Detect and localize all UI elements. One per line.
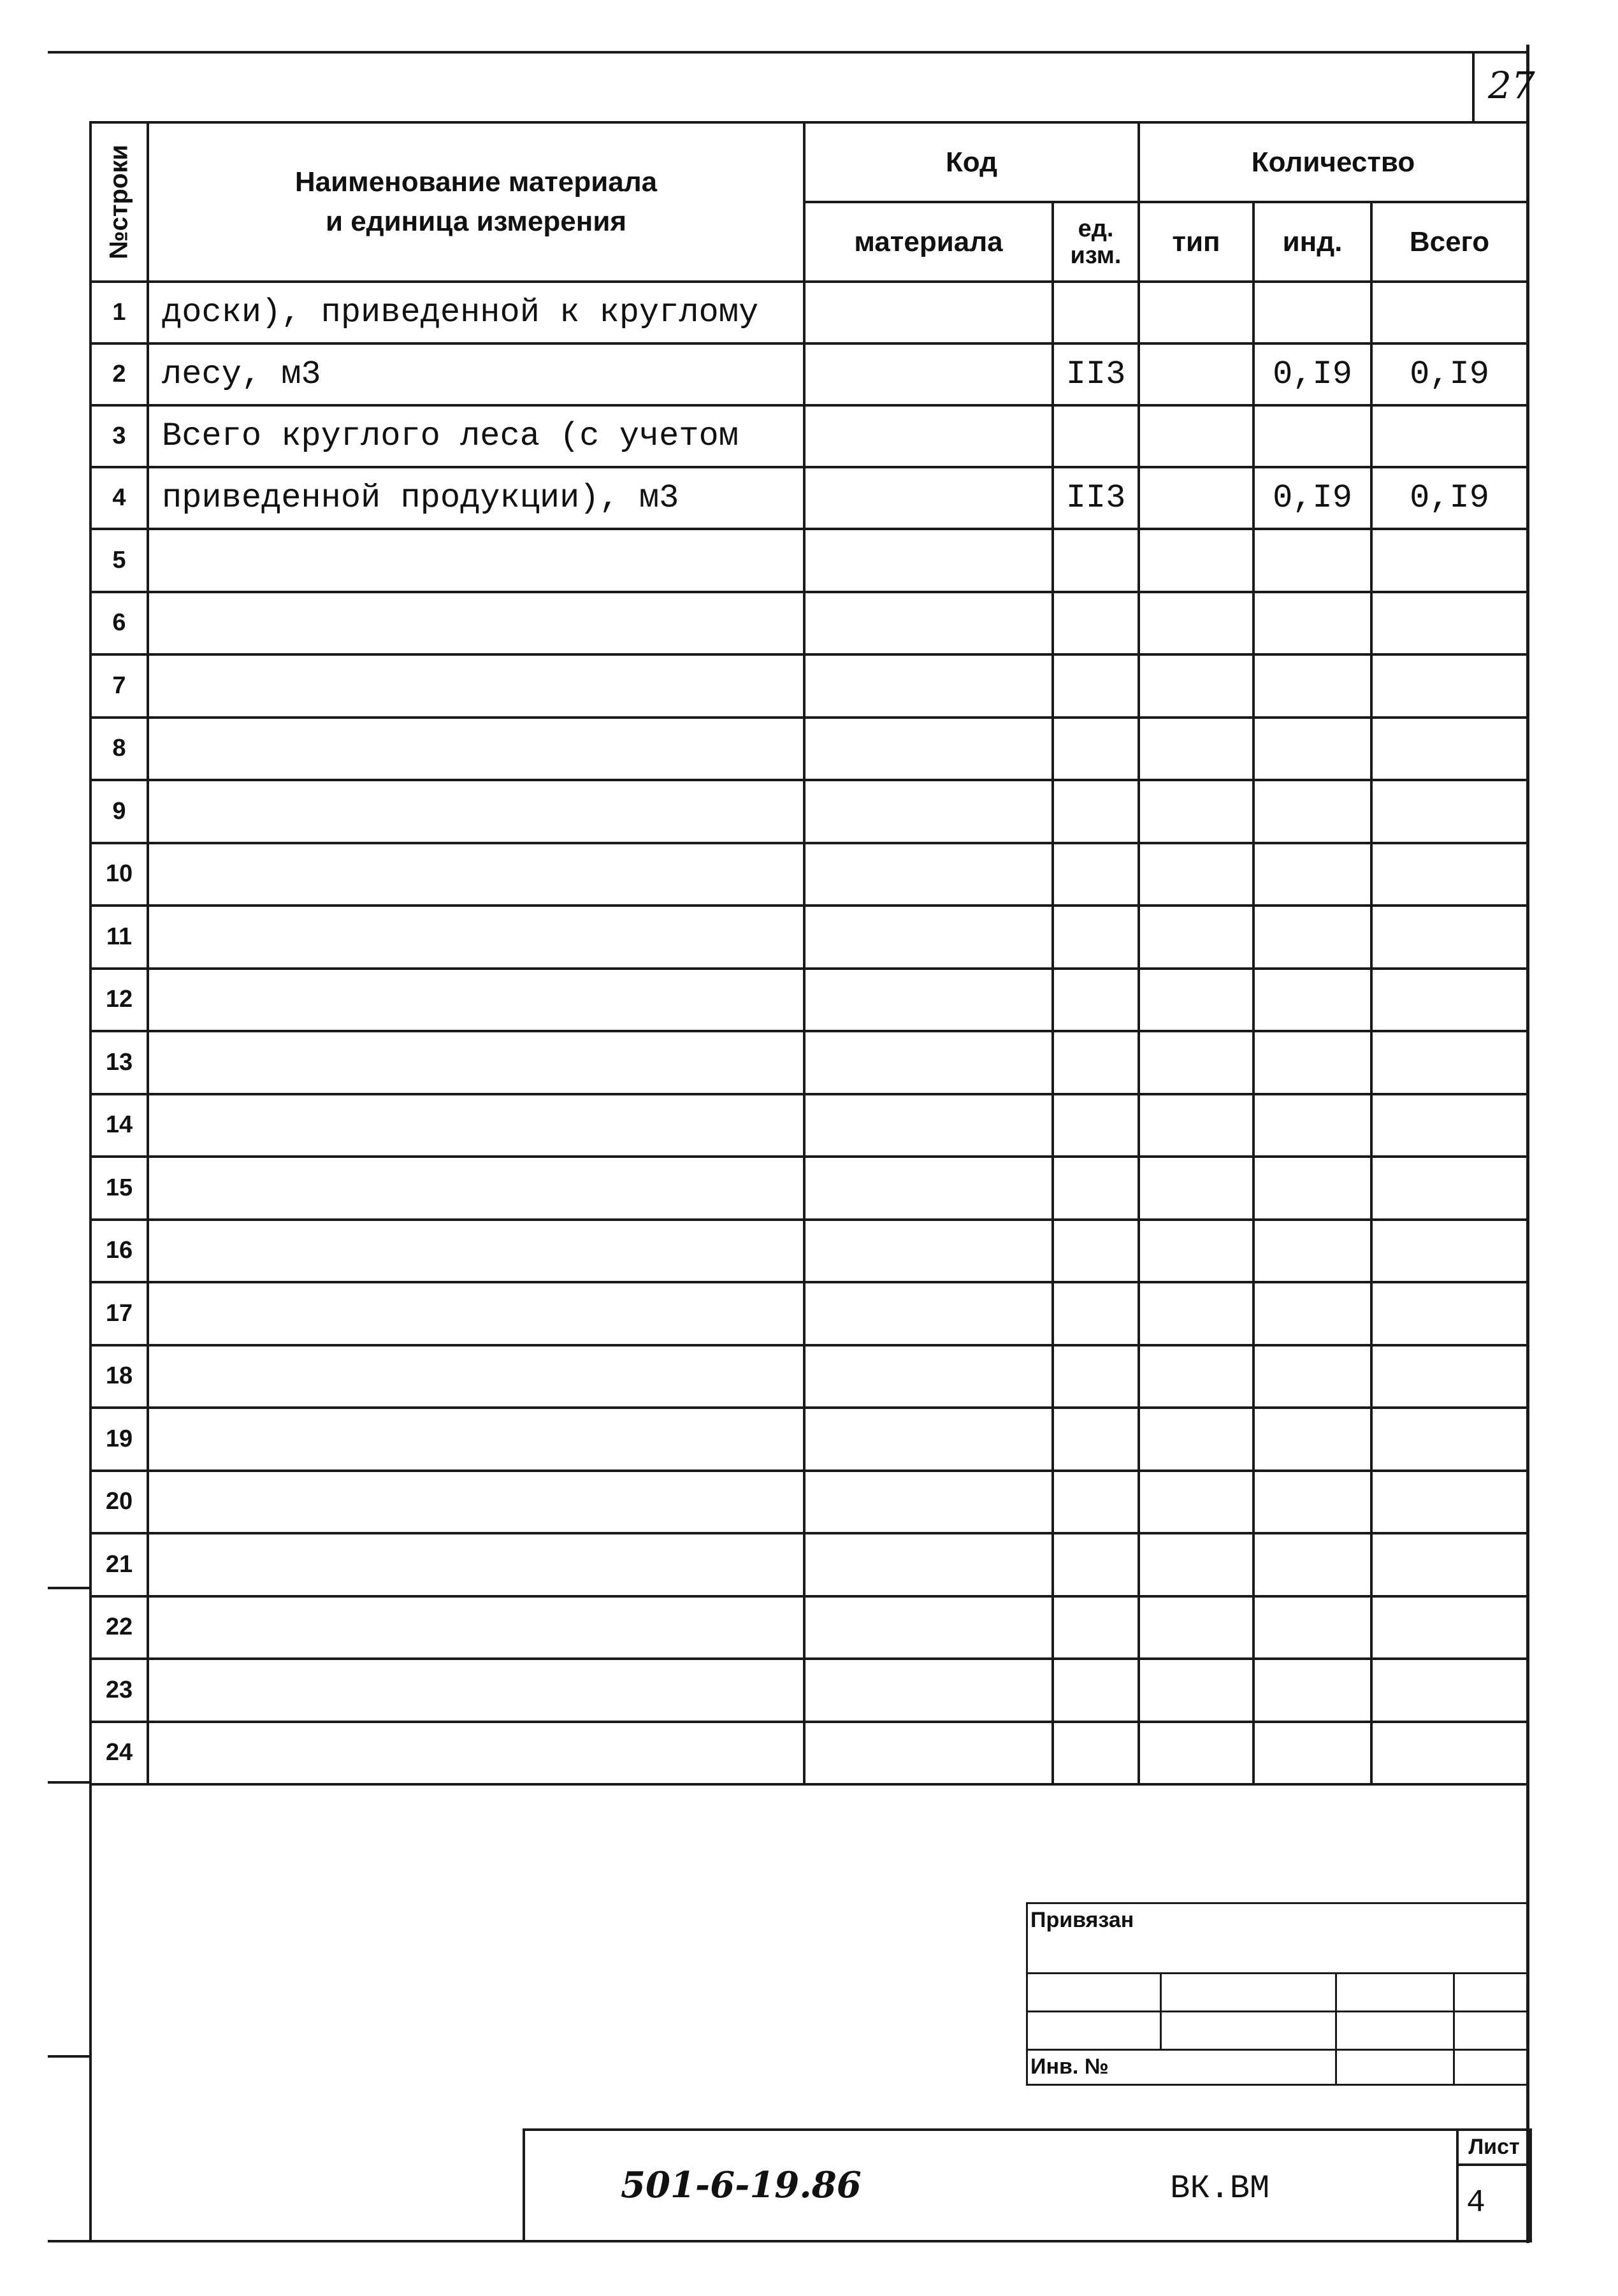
table-row bbox=[90, 405, 1528, 467]
qty-type-cell bbox=[1139, 1282, 1253, 1345]
row-number-cell: 22 bbox=[90, 1596, 148, 1659]
qty-type-cell bbox=[1139, 1471, 1253, 1534]
row-number-cell: 1 bbox=[90, 282, 148, 343]
row-number-cell: 6 bbox=[90, 592, 148, 655]
qty-ind-cell bbox=[1253, 780, 1371, 843]
material-code-cell bbox=[804, 969, 1053, 1032]
qty-ind-cell bbox=[1253, 654, 1371, 718]
unit-code-cell bbox=[1053, 1596, 1139, 1659]
qty-total-cell bbox=[1371, 592, 1528, 655]
qty-type-cell bbox=[1139, 1596, 1253, 1659]
unit-code-cell bbox=[1053, 969, 1139, 1032]
material-name-cell bbox=[148, 843, 804, 906]
row-number-cell: 13 bbox=[90, 1031, 148, 1094]
row-number-cell: 4 bbox=[90, 467, 148, 529]
qty-ind-cell bbox=[1253, 1533, 1371, 1596]
qty-ind-cell bbox=[1253, 969, 1371, 1032]
material-code-cell bbox=[804, 1220, 1053, 1283]
qty-type-cell bbox=[1139, 969, 1253, 1032]
row-number-cell: 18 bbox=[90, 1345, 148, 1408]
qty-total-cell bbox=[1371, 1157, 1528, 1220]
row-number-cell: 11 bbox=[90, 906, 148, 969]
table-row bbox=[90, 718, 1528, 781]
unit-code-cell bbox=[1053, 718, 1139, 781]
unit-code-cell bbox=[1053, 1220, 1139, 1283]
header-code-group: Код bbox=[804, 122, 1139, 202]
qty-ind-cell bbox=[1253, 1220, 1371, 1283]
materials-table bbox=[89, 121, 1529, 1786]
qty-ind-cell bbox=[1253, 282, 1371, 343]
material-code-cell bbox=[804, 405, 1053, 467]
qty-total-cell: 0,I9 bbox=[1371, 343, 1528, 405]
document-mark: ВК.ВМ bbox=[1170, 2169, 1270, 2207]
unit-code-cell: II3 bbox=[1053, 467, 1139, 529]
frame-top-line bbox=[48, 51, 1529, 54]
row-number-cell: 23 bbox=[90, 1659, 148, 1722]
material-name-cell bbox=[148, 529, 804, 592]
qty-total-cell bbox=[1371, 1094, 1528, 1157]
title-block bbox=[523, 2128, 1532, 2242]
qty-type-cell bbox=[1139, 405, 1253, 467]
table-row bbox=[90, 467, 1528, 529]
material-code-cell bbox=[804, 1533, 1053, 1596]
stamp-cell bbox=[1161, 1974, 1336, 2012]
material-name-cell bbox=[148, 969, 804, 1032]
stamp-cell bbox=[1336, 2012, 1454, 2050]
material-name-cell bbox=[148, 1220, 804, 1283]
qty-ind-cell bbox=[1253, 1596, 1371, 1659]
table-row bbox=[90, 654, 1528, 718]
qty-type-cell bbox=[1139, 592, 1253, 655]
header-qty-type: тип bbox=[1139, 202, 1253, 282]
table-row bbox=[90, 1157, 1528, 1220]
qty-total-cell bbox=[1371, 1031, 1528, 1094]
unit-code-cell bbox=[1053, 1157, 1139, 1220]
material-code-cell bbox=[804, 1282, 1053, 1345]
table-row bbox=[90, 1094, 1528, 1157]
qty-ind-cell bbox=[1253, 718, 1371, 781]
qty-total-cell bbox=[1371, 969, 1528, 1032]
inventory-number-label: Инв. № bbox=[1027, 2050, 1336, 2085]
qty-ind-cell bbox=[1253, 1471, 1371, 1534]
qty-type-cell bbox=[1139, 1533, 1253, 1596]
qty-total-cell bbox=[1371, 780, 1528, 843]
material-name-cell bbox=[148, 654, 804, 718]
unit-code-cell bbox=[1053, 1533, 1139, 1596]
row-number-cell: 9 bbox=[90, 780, 148, 843]
material-code-cell bbox=[804, 467, 1053, 529]
row-number-cell: 8 bbox=[90, 718, 148, 781]
qty-type-cell bbox=[1139, 529, 1253, 592]
stamp-cell bbox=[1027, 2012, 1161, 2050]
material-code-cell bbox=[804, 843, 1053, 906]
stamp-cell bbox=[1454, 1974, 1528, 2012]
material-name-cell bbox=[148, 1533, 804, 1596]
material-name-cell bbox=[148, 1722, 804, 1785]
table-row bbox=[90, 969, 1528, 1032]
qty-type-cell bbox=[1139, 654, 1253, 718]
table-row bbox=[90, 1659, 1528, 1722]
qty-type-cell bbox=[1139, 718, 1253, 781]
row-number-cell: 3 bbox=[90, 405, 148, 467]
table-row bbox=[90, 1282, 1528, 1345]
table-row bbox=[90, 1533, 1528, 1596]
material-code-cell bbox=[804, 592, 1053, 655]
header-row-number: №строки bbox=[90, 122, 148, 282]
qty-total-cell bbox=[1371, 1533, 1528, 1596]
qty-ind-cell bbox=[1253, 906, 1371, 969]
table-row bbox=[90, 1220, 1528, 1283]
margin-tick bbox=[48, 1587, 89, 1589]
sheet-number: 27 bbox=[1488, 64, 1535, 107]
document-code: 501-6-19.86 bbox=[621, 2163, 862, 2206]
qty-total-cell bbox=[1371, 1659, 1528, 1722]
qty-type-cell bbox=[1139, 780, 1253, 843]
unit-code-cell bbox=[1053, 1408, 1139, 1471]
qty-total-cell bbox=[1371, 843, 1528, 906]
qty-ind-cell: 0,I9 bbox=[1253, 467, 1371, 529]
row-number-cell: 12 bbox=[90, 969, 148, 1032]
qty-type-cell bbox=[1139, 1094, 1253, 1157]
qty-type-cell bbox=[1139, 1722, 1253, 1785]
material-code-cell bbox=[804, 1596, 1053, 1659]
row-number-cell: 16 bbox=[90, 1220, 148, 1283]
sheet-label: Лист bbox=[1457, 2130, 1531, 2165]
material-code-cell bbox=[804, 529, 1053, 592]
material-name-cell bbox=[148, 1596, 804, 1659]
row-number-cell: 20 bbox=[90, 1471, 148, 1534]
unit-code-cell: II3 bbox=[1053, 343, 1139, 405]
qty-ind-cell bbox=[1253, 529, 1371, 592]
stamp-cell bbox=[1336, 1974, 1454, 2012]
table-row bbox=[90, 343, 1528, 405]
material-name-cell: Всего круглого леса (с учетом bbox=[148, 405, 804, 467]
qty-type-cell bbox=[1139, 1659, 1253, 1722]
qty-type-cell bbox=[1139, 1408, 1253, 1471]
table-row bbox=[90, 1596, 1528, 1659]
qty-total-cell bbox=[1371, 529, 1528, 592]
unit-code-cell bbox=[1053, 654, 1139, 718]
margin-tick bbox=[48, 2055, 89, 2058]
row-number-cell: 7 bbox=[90, 654, 148, 718]
qty-type-cell bbox=[1139, 1031, 1253, 1094]
unit-code-cell bbox=[1053, 1722, 1139, 1785]
qty-ind-cell bbox=[1253, 1722, 1371, 1785]
unit-code-cell bbox=[1053, 405, 1139, 467]
qty-type-cell bbox=[1139, 1220, 1253, 1283]
table-row bbox=[90, 906, 1528, 969]
qty-total-cell bbox=[1371, 1345, 1528, 1408]
qty-total-cell bbox=[1371, 718, 1528, 781]
material-name-cell bbox=[148, 1157, 804, 1220]
sheet-value: 4 bbox=[1457, 2165, 1531, 2241]
material-code-cell bbox=[804, 1471, 1053, 1534]
row-number-cell: 19 bbox=[90, 1408, 148, 1471]
material-name-cell bbox=[148, 1408, 804, 1471]
material-name-cell bbox=[148, 1282, 804, 1345]
title-main-cell bbox=[524, 2130, 1457, 2241]
qty-ind-cell bbox=[1253, 1659, 1371, 1722]
material-code-cell bbox=[804, 282, 1053, 343]
material-name-cell bbox=[148, 1345, 804, 1408]
header-material-name: Наименование материала и единица измерения bbox=[148, 122, 804, 282]
qty-type-cell bbox=[1139, 467, 1253, 529]
table-row bbox=[90, 1722, 1528, 1785]
material-name-cell bbox=[148, 906, 804, 969]
material-name-cell bbox=[148, 1031, 804, 1094]
qty-total-cell bbox=[1371, 282, 1528, 343]
qty-total-cell bbox=[1371, 906, 1528, 969]
material-code-cell bbox=[804, 1722, 1053, 1785]
qty-type-cell bbox=[1139, 1345, 1253, 1408]
qty-type-cell bbox=[1139, 843, 1253, 906]
unit-code-cell bbox=[1053, 282, 1139, 343]
qty-total-cell bbox=[1371, 1282, 1528, 1345]
header-qty-total: Всего bbox=[1371, 202, 1528, 282]
table-row bbox=[90, 1471, 1528, 1534]
row-number-cell: 21 bbox=[90, 1533, 148, 1596]
unit-code-cell bbox=[1053, 1031, 1139, 1094]
header-quantity-group: Количество bbox=[1139, 122, 1528, 202]
row-number-cell: 5 bbox=[90, 529, 148, 592]
unit-code-cell bbox=[1053, 906, 1139, 969]
qty-type-cell bbox=[1139, 343, 1253, 405]
qty-total-cell bbox=[1371, 1408, 1528, 1471]
unit-code-cell bbox=[1053, 1094, 1139, 1157]
material-code-cell bbox=[804, 1031, 1053, 1094]
row-number-cell: 10 bbox=[90, 843, 148, 906]
row-number-cell: 15 bbox=[90, 1157, 148, 1220]
stamp-cell bbox=[1027, 1974, 1161, 2012]
material-name-cell bbox=[148, 718, 804, 781]
qty-total-cell bbox=[1371, 1220, 1528, 1283]
unit-code-cell bbox=[1053, 1659, 1139, 1722]
unit-code-cell bbox=[1053, 843, 1139, 906]
qty-total-cell bbox=[1371, 1722, 1528, 1785]
material-code-cell bbox=[804, 718, 1053, 781]
qty-ind-cell bbox=[1253, 1094, 1371, 1157]
margin-tick bbox=[48, 1781, 89, 1784]
binding-stamp bbox=[1026, 1902, 1528, 2086]
table-row bbox=[90, 592, 1528, 655]
qty-type-cell bbox=[1139, 282, 1253, 343]
material-name-cell: доски), приведенной к круглому bbox=[148, 282, 804, 343]
qty-ind-cell: 0,I9 bbox=[1253, 343, 1371, 405]
header-code-unit: ед. изм. bbox=[1053, 202, 1139, 282]
table-row bbox=[90, 1031, 1528, 1094]
table-row bbox=[90, 780, 1528, 843]
unit-code-cell bbox=[1053, 1471, 1139, 1534]
material-name-cell: приведенной продукции), м3 bbox=[148, 467, 804, 529]
qty-total-cell bbox=[1371, 1596, 1528, 1659]
material-code-cell bbox=[804, 654, 1053, 718]
header-qty-ind: инд. bbox=[1253, 202, 1371, 282]
header-code-material: материала bbox=[804, 202, 1053, 282]
material-name-cell bbox=[148, 1659, 804, 1722]
unit-code-cell bbox=[1053, 592, 1139, 655]
qty-ind-cell bbox=[1253, 1157, 1371, 1220]
binding-label: Привязан bbox=[1027, 1903, 1528, 1974]
table-row bbox=[90, 1345, 1528, 1408]
row-number-cell: 2 bbox=[90, 343, 148, 405]
unit-code-cell bbox=[1053, 1345, 1139, 1408]
qty-ind-cell bbox=[1253, 843, 1371, 906]
stamp-cell bbox=[1454, 2012, 1528, 2050]
material-name-cell: лесу, м3 bbox=[148, 343, 804, 405]
qty-type-cell bbox=[1139, 1157, 1253, 1220]
qty-total-cell bbox=[1371, 1471, 1528, 1534]
qty-total-cell: 0,I9 bbox=[1371, 467, 1528, 529]
unit-code-cell bbox=[1053, 1282, 1139, 1345]
qty-ind-cell bbox=[1253, 1031, 1371, 1094]
stamp-cell bbox=[1454, 2050, 1528, 2085]
frame-left-lower-line bbox=[89, 1781, 92, 2240]
stamp-cell bbox=[1161, 2012, 1336, 2050]
qty-ind-cell bbox=[1253, 1345, 1371, 1408]
material-code-cell bbox=[804, 1659, 1053, 1722]
qty-type-cell bbox=[1139, 906, 1253, 969]
material-name-cell bbox=[148, 592, 804, 655]
table-row bbox=[90, 1408, 1528, 1471]
material-code-cell bbox=[804, 906, 1053, 969]
material-code-cell bbox=[804, 343, 1053, 405]
material-name-cell bbox=[148, 780, 804, 843]
qty-ind-cell bbox=[1253, 405, 1371, 467]
qty-ind-cell bbox=[1253, 592, 1371, 655]
row-number-cell: 24 bbox=[90, 1722, 148, 1785]
material-name-cell bbox=[148, 1471, 804, 1534]
material-code-cell bbox=[804, 1408, 1053, 1471]
unit-code-cell bbox=[1053, 529, 1139, 592]
material-code-cell bbox=[804, 1345, 1053, 1408]
table-row bbox=[90, 843, 1528, 906]
qty-total-cell bbox=[1371, 405, 1528, 467]
unit-code-cell bbox=[1053, 780, 1139, 843]
qty-ind-cell bbox=[1253, 1282, 1371, 1345]
stamp-cell bbox=[1336, 2050, 1454, 2085]
qty-total-cell bbox=[1371, 654, 1528, 718]
row-number-cell: 14 bbox=[90, 1094, 148, 1157]
row-number-cell: 17 bbox=[90, 1282, 148, 1345]
material-code-cell bbox=[804, 1094, 1053, 1157]
material-code-cell bbox=[804, 780, 1053, 843]
qty-ind-cell bbox=[1253, 1408, 1371, 1471]
table-row bbox=[90, 529, 1528, 592]
table-row bbox=[90, 282, 1528, 343]
material-name-cell bbox=[148, 1094, 804, 1157]
material-code-cell bbox=[804, 1157, 1053, 1220]
